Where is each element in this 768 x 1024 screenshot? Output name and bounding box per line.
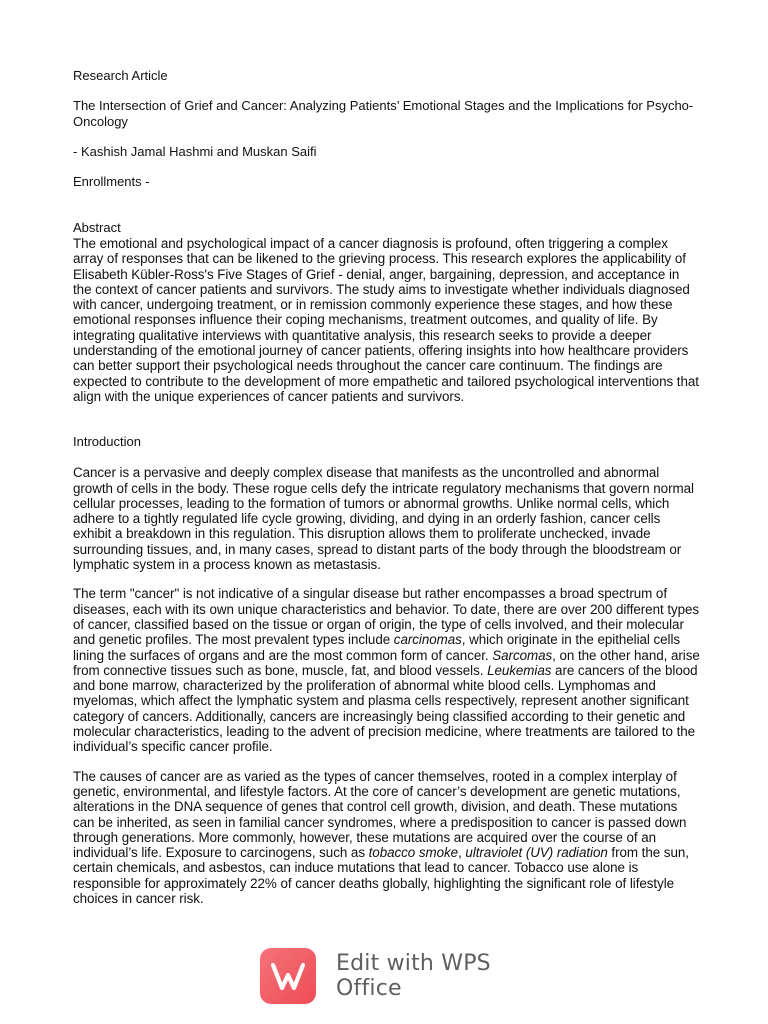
intro-paragraph-3 <box>73 769 701 907</box>
p2-text-d: are cancers of the blood and bone marrow, characterized by the proliferation of abnormal white blood cells. Lymphomas and myelomas, which affect the lymphatic system and plasma cells respectively, represent another significant category of cancers. Additionally, cancers are increasingly being classified according to their genetic and molecular characteristics, leading to the advent of precision medicine, where treatments are tailored to the individual’s specific cancer profile. <box>73 662 698 755</box>
p3-text-c: from the sun, certain chemicals, and asbestos, can induce mutations that lead to cancer. Tobacco use alone is responsible for approximately 22% of cancer deaths globally, highlighting the significant role of lifestyle choices in cancer risk. <box>73 845 689 906</box>
p2-carcinomas: carcinomas <box>393 632 462 648</box>
intro-paragraph-2 <box>73 586 701 754</box>
enrollments-value: - <box>141 174 150 189</box>
p2-text-b: , which originate in the epithelial cells lining the surfaces of organs and are the most common form of cancer. <box>73 632 681 663</box>
wps-logo-icon <box>260 948 316 1004</box>
enrollments-line <box>73 174 701 190</box>
intro-paragraph-1: Cancer is a pervasive and deeply complex disease that manifests as the uncontrolled and abnormal growth of cells in the body. These rogue cells defy the intricate regulatory mechanisms that govern normal cellular processes, leading to the formation of tumors or abnormal growths. Unlike normal cells, which adhere to a tightly regulated life cycle growing, dividing, and dying in an orderly fashion, cancer cells exhibit a breakdown in this regulation. This disruption allows them to proliferate unchecked, invade surrounding tissues, and, in many cases, spread to distant parts of the body through the bloodstream or lymphatic system in a process known as metastasis. <box>73 465 694 573</box>
abstract-heading: Abstract <box>73 220 121 235</box>
enrollments-label: Enrollments <box>73 174 142 189</box>
p3-text-b: , <box>458 845 466 861</box>
p2-sarcomas: Sarcomas <box>492 647 553 663</box>
p3-text-a: The causes of cancer are as varied as the types of cancer themselves, rooted in a complex interplay of genetic, environmental, and lifestyle factors. At the core of cancer’s development are genetic mutations, alterations in the DNA sequence of genes that control cell growth, division, and death. These mutations can be inherited, as seen in familial cancer syndromes, where a predisposition to cancer is passed down through generations. More commonly, however, these mutations are acquired over the course of an individual’s life. Exposure to carcinogens, such as <box>73 768 687 861</box>
abstract-text: The emotional and psychological impact of a cancer diagnosis is profound, often triggering a complex array of responses that can be likened to the grieving process. This research explores the applicability of Elisabeth Kübler-Ross's Five Stages of Grief - denial, anger, bargaining, depression, and acceptance in the context of cancer patients and survivors. The study aims to investigate whether individuals diagnosed with cancer, undergoing treatment, or in remission commonly experience these stages, and how these emotional responses influence their coping mechanisms, treatment outcomes, and quality of life. By integrating qualitative interviews with quantitative analysis, this research seeks to provide a deeper understanding of the emotional journey of cancer patients, offering insights into how healthcare providers can better support their psychological needs throughout the cancer care continuum. The findings are expected to contribute to the development of more empathetic and tailored psychological interventions that align with the unique experiences of cancer patients and survivors. <box>73 236 699 404</box>
p2-text-a: The term "cancer" is not indicative of a singular disease but rather encompasses a broad spectrum of diseases, each with its own unique characteristics and behavior. To date, there are over 200 different types of cancer, classified based on the tissue or organ of origin, the type of cells involved, and their molecular and genetic profiles. The most prevalent types include <box>73 586 700 648</box>
wps-banner-text: Edit with WPS Office <box>336 951 491 1001</box>
document-content <box>73 68 701 906</box>
article-authors: - Kashish Jamal Hashmi and Muskan Saifi <box>73 144 317 159</box>
introduction-heading: Introduction <box>73 434 141 450</box>
p3-tobacco: tobacco smoke <box>368 845 459 861</box>
p3-uv: ultraviolet (UV) radiation <box>465 845 608 861</box>
p2-text-c: , on the other hand, arise from connective tissues such as bone, muscle, fat, and blood vessels. <box>73 647 700 678</box>
article-type: Research Article <box>73 68 168 83</box>
wps-edit-banner[interactable] <box>260 948 530 1004</box>
article-title: The Intersection of Grief and Cancer: Analyzing Patients’ Emotional Stages and the Implications for Psycho-Oncology <box>73 98 694 129</box>
p2-leukemias: Leukemias <box>487 662 552 678</box>
